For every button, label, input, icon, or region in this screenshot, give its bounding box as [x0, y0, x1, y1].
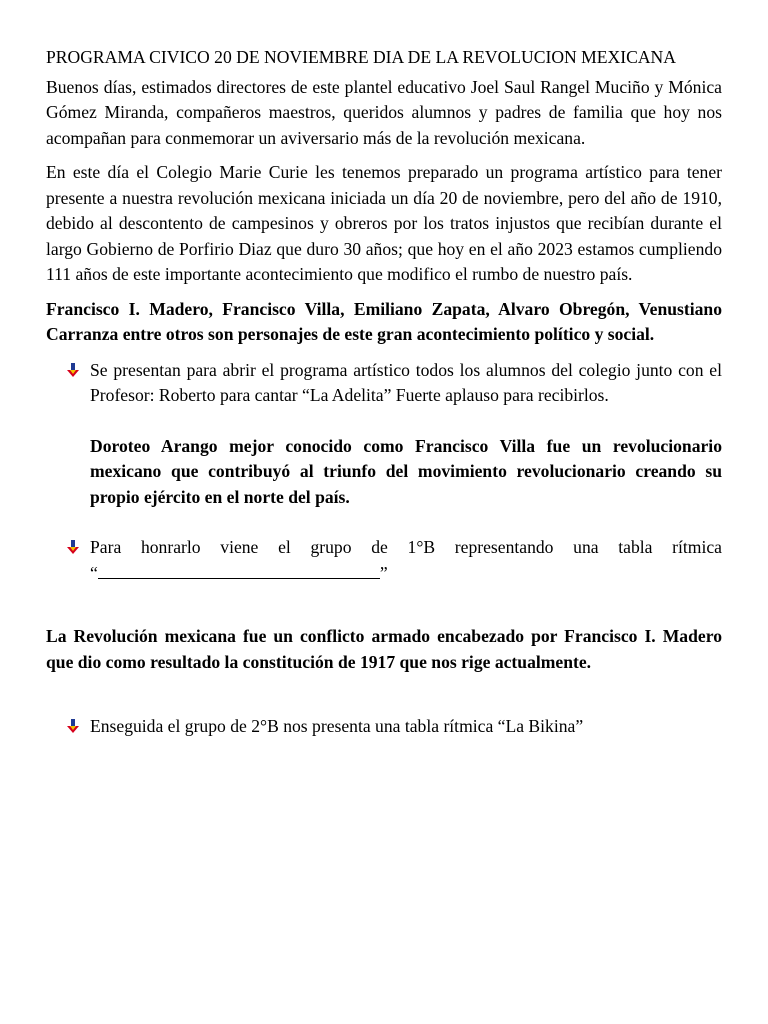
spacer: [46, 586, 722, 624]
spacer: [46, 675, 722, 714]
document-title: PROGRAMA CIVICO 20 DE NOVIEMBRE DIA DE LA REVOLUCION MEXICANA: [46, 47, 676, 67]
list-item-opening-song: [46, 358, 722, 409]
introduction-paragraph: En este día el Colegio Marie Curie les tenemos preparado un programa artístico para tener presente a nuestra revolución mexicana iniciada un día 20 de noviembre, pero del año de 1910, debido al descontento de campesinos y obreros por los tratos injustos que recibían durante el largo Gobierno de Porfirio Diaz que duro 30 años; que hoy en el año 2023 estamos cumpliendo 111 años de este importante acontecimiento que modifico el rumbo de nuestro país.: [46, 162, 722, 284]
spacer: [46, 409, 722, 434]
arrow-down-bullet-icon: [66, 362, 80, 378]
villa-paragraph: Doroteo Arango mejor conocido como Francisco Villa fue un revolucionario mexicano que contribuyó al triunfo del movimiento revolucionario creando su propio ejército en el norte del país.: [90, 435, 722, 507]
revolution-figures-paragraph: Francisco I. Madero, Francisco Villa, Emiliano Zapata, Alvaro Obregón, Venustiano Carranza entre otros son personajes de este gran acontecimiento político y social.: [46, 298, 722, 344]
constitution-paragraph: La Revolución mexicana fue un conflicto armado encabezado por Francisco I. Madero que dio como resultado la constitución de 1917 que nos rige actualmente.: [46, 626, 722, 672]
arrow-down-bullet-icon: [66, 718, 80, 734]
blank-line-row: [90, 561, 722, 587]
arrow-down-bullet-icon: [66, 539, 80, 555]
list-item-text: Se presentan para abrir el programa artístico todos los alumnos del colegio junto con el Profesor: Roberto para cantar “La Adelita” Fuerte aplauso para recibirlos.: [90, 359, 722, 405]
fill-in-blank-line: [98, 564, 380, 579]
list-item-rhythmic-table-1b: [46, 535, 722, 586]
open-quote: “: [90, 562, 98, 583]
close-quote: ”: [379, 562, 388, 583]
list-item-text: Para honrarlo viene el grupo de 1°B representando una tabla rítmica: [90, 537, 722, 557]
document-page: [46, 45, 722, 740]
greeting-paragraph: Buenos días, estimados directores de este plantel educativo Joel Saul Rangel Muciño y Mónica Gómez Miranda, compañeros maestros, queridos alumnos y padres de familia que hoy nos acompañan para conmemorar un aviversario más de la revolución mexicana.: [46, 76, 722, 148]
list-item-la-bikina: [46, 714, 722, 740]
list-item-text: Enseguida el grupo de 2°B nos presenta una tabla rítmica “La Bikina”: [90, 716, 584, 736]
